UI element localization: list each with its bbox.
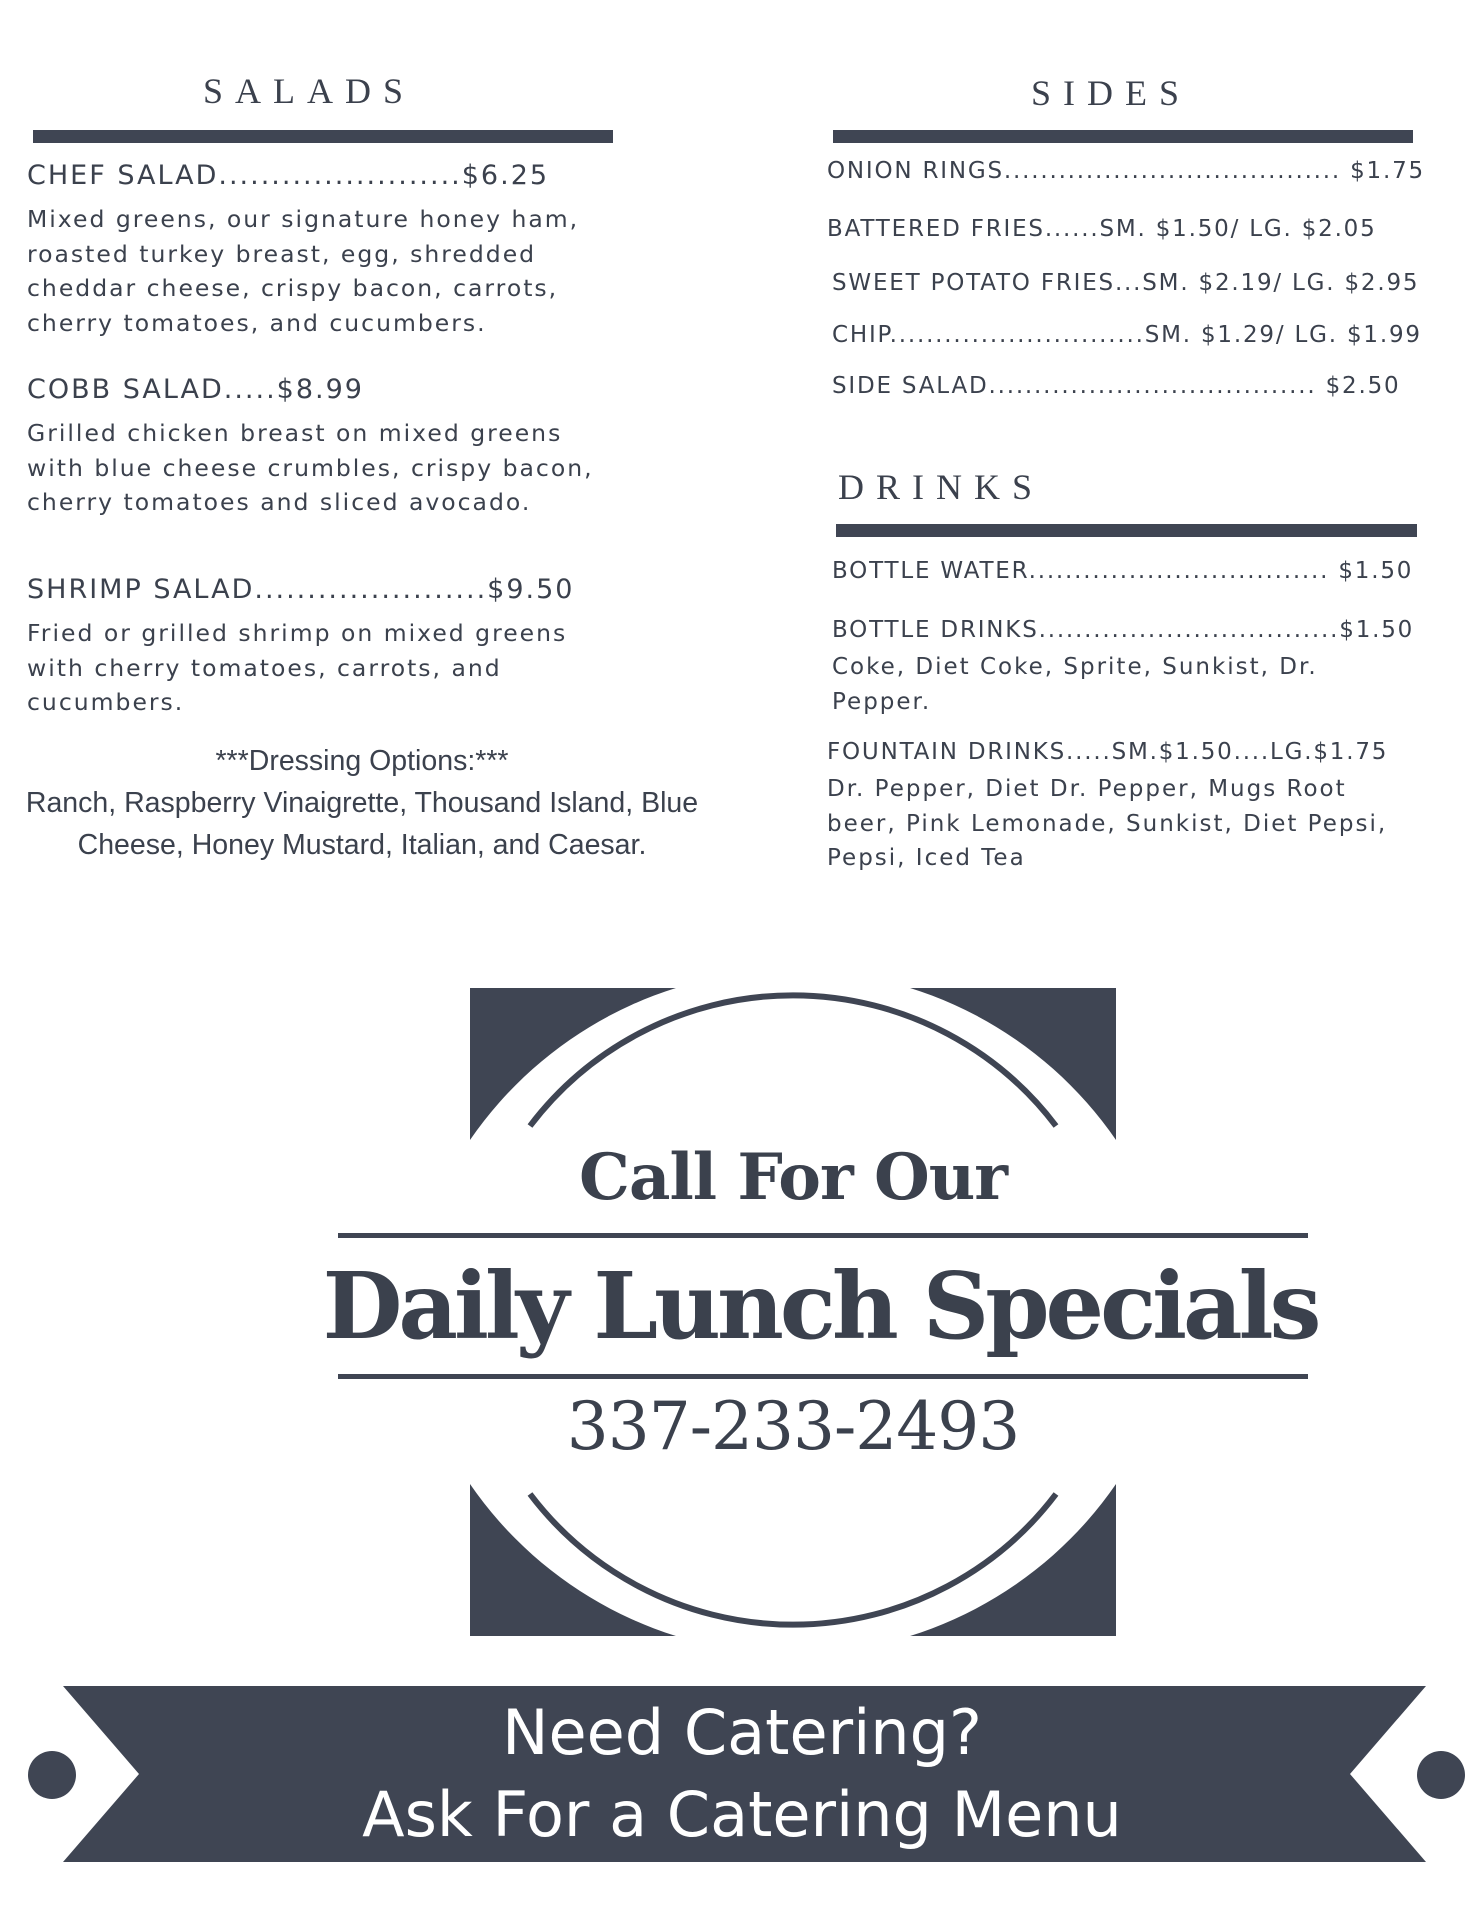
drink-item-description: Dr. Pepper, Diet Dr. Pepper, Mugs Root beer, Pink Lemonade, Sunkist, Diet Pepsi, Pepsi, Iced Tea [827, 776, 1388, 871]
side-item: SWEET POTATO FRIES...SM. $2.19/ LG. $2.95 [832, 270, 1420, 296]
salads-divider [33, 130, 613, 143]
menu-item-description: Mixed greens, our signature honey ham, roasted turkey breast, egg, shredded cheddar cheese, crispy bacon, carrots, cherry tomatoes, and cucumbers. [27, 205, 580, 337]
menu-item-name: SHRIMP SALAD......................$9.50 [27, 574, 575, 605]
emblem-bottom-arc [530, 1494, 1056, 1625]
salads-title: SALADS [203, 71, 416, 111]
drink-item: BOTTLE DRINKS.................................$1.50 [832, 617, 1415, 643]
catering-line-1: Need Catering? [502, 1696, 982, 1769]
dressing-options-title: ***Dressing Options:*** [215, 745, 509, 777]
banner-left-dot [28, 1751, 76, 1799]
drink-item-description: Coke, Diet Coke, Sprite, Sunkist, Dr. Pepper. [832, 654, 1318, 715]
emblem-top-frame [470, 988, 1116, 1140]
dressing-options-list: Ranch, Raspberry Vinaigrette, Thousand Island, Blue Cheese, Honey Mustard, Italian, and Caesar. [25, 787, 699, 861]
menu-item-name: COBB SALAD.....$8.99 [27, 374, 364, 405]
menu-item-description: Fried or grilled shrimp on mixed greens with cherry tomatoes, carrots, and cucumbers. [27, 619, 568, 716]
drinks-title: DRINKS [838, 467, 1045, 507]
emblem-bottom-frame [470, 1484, 1116, 1636]
menu-item-name: CHEF SALAD.......................$6.25 [27, 160, 550, 191]
drink-item: BOTTLE WATER................................. $1.50 [832, 558, 1414, 584]
specials-phone: 337-233-2493 [566, 1388, 1020, 1465]
sides-title: SIDES [1031, 73, 1192, 113]
side-item: ONION RINGS..................................... $1.75 [827, 158, 1425, 184]
catering-line-2: Ask For a Catering Menu [362, 1778, 1122, 1851]
sides-divider [833, 130, 1413, 143]
specials-headline: Daily Lunch Specials [322, 1252, 1318, 1360]
banner-right-dot [1417, 1751, 1465, 1799]
specials-top-rule [338, 1233, 1308, 1238]
menu-item-description: Grilled chicken breast on mixed greens with blue cheese crumbles, crispy bacon, cherry tomatoes and sliced avocado. [27, 419, 594, 516]
specials-call-line: Call For Our [579, 1140, 1007, 1215]
drinks-divider [836, 524, 1417, 537]
side-item: BATTERED FRIES......SM. $1.50/ LG. $2.05 [827, 216, 1377, 242]
side-item: SIDE SALAD.................................... $2.50 [832, 373, 1401, 399]
side-item: CHIP............................SM. $1.29/ LG. $1.99 [832, 322, 1422, 348]
specials-bottom-rule [338, 1374, 1308, 1379]
drink-item: FOUNTAIN DRINKS.....SM.$1.50....LG.$1.75 [827, 739, 1389, 765]
